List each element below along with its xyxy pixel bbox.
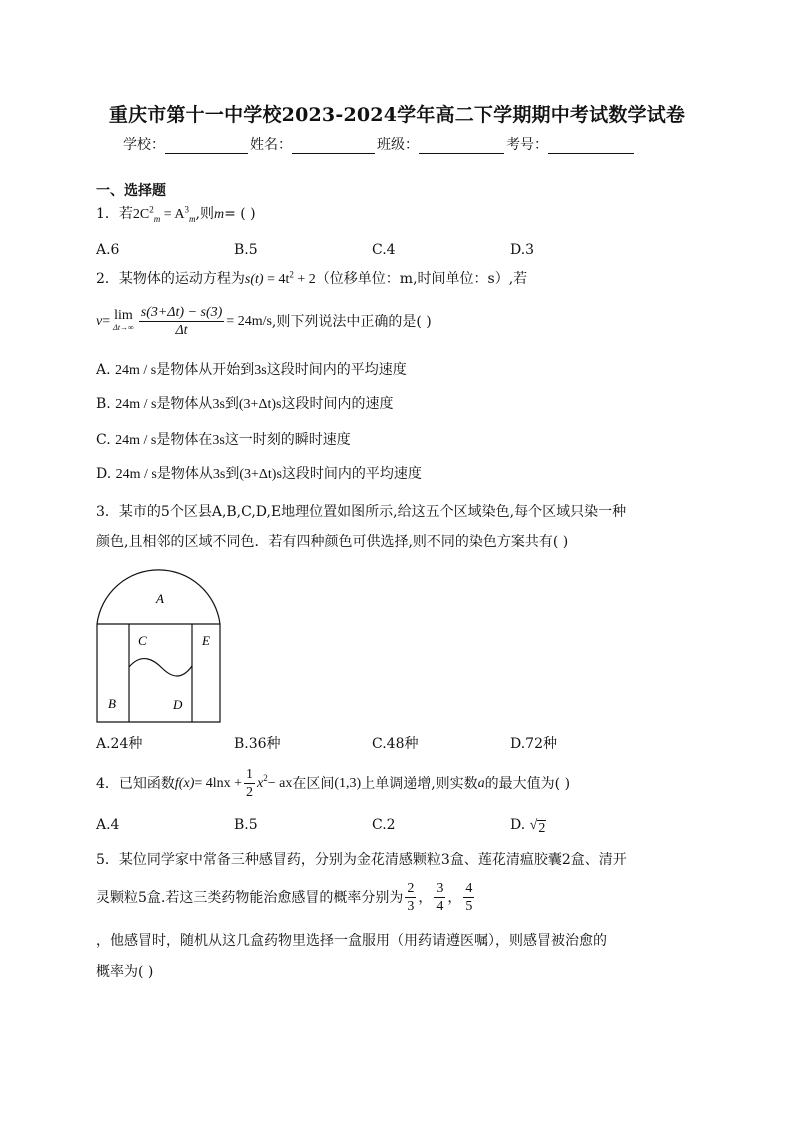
option-label: C. [96, 432, 116, 448]
class-label: 班级： [377, 137, 419, 153]
q4-text: 在区间 [292, 775, 335, 792]
question-number: 5． [96, 852, 119, 868]
exam-no-blank [548, 139, 634, 154]
q1-text: ,则 [195, 206, 214, 222]
option-text: 是物体从 [156, 466, 213, 482]
eq-sup: 2 [289, 269, 294, 280]
combination-sub: m [153, 213, 161, 224]
option-3s: 3s [254, 363, 267, 378]
option-3s: 3s [212, 433, 225, 448]
fraction-numerator: s(3+Δt) − s(3) [140, 305, 223, 320]
arrangement-sub: m [189, 213, 196, 224]
option-label: D. [510, 817, 530, 833]
q4-text: 的最大值为( ) [484, 775, 571, 792]
q2-option-b[interactable] [96, 394, 393, 415]
option-value: 24m / s [115, 397, 157, 412]
region-label-a: A [156, 591, 164, 606]
combination-sup: 2 [149, 204, 154, 215]
eq-plus: + 2 [293, 272, 316, 287]
q2-option-c[interactable] [96, 430, 351, 451]
region-map-figure [96, 562, 222, 724]
q4-option-a[interactable]: A.4 [96, 817, 120, 833]
question-3 [96, 502, 626, 522]
q3-line-2: 颜色,且相邻的区域不同色．若有四种颜色可供选择,则不同的染色方案共有( ) [96, 534, 569, 550]
option-text: 这段时间内的平均速度 [266, 362, 407, 378]
region-label-c: C [138, 633, 147, 648]
fraction-numerator: 3 [436, 881, 444, 896]
variable-m: m [213, 207, 225, 222]
name-label: 姓名： [250, 137, 292, 153]
q4-text: 上单调递增,则实数 [361, 775, 478, 792]
q2-text: ,则下列说法中正确的是( ) [271, 313, 432, 330]
question-2 [96, 269, 527, 290]
q4-option-d[interactable] [510, 815, 546, 836]
question-number: 4． [96, 775, 119, 792]
q1-option-d[interactable]: D.3 [510, 242, 535, 258]
option-label: B. [96, 396, 116, 412]
fraction-numerator: 1 [246, 767, 254, 782]
option-text: 这段时间内的速度 [281, 396, 394, 412]
limit-operator [113, 307, 134, 334]
probability-3 [463, 880, 474, 915]
option-interval: (3+Δt)s [238, 397, 282, 412]
q1-option-a[interactable]: A.6 [96, 242, 120, 258]
fraction-denominator: 4 [436, 899, 444, 914]
q4-option-b[interactable]: B.5 [234, 817, 258, 833]
exam-no-label: 考号： [506, 137, 548, 153]
option-value: 24m / s [115, 363, 157, 378]
name-blank [292, 139, 375, 154]
option-text: 是物体从开始到 [156, 362, 255, 378]
q2-limit-line [96, 304, 432, 339]
fraction-denominator: 5 [465, 899, 473, 914]
q2-text: （位移单位：m,时间单位：s）,若 [315, 271, 528, 287]
sqrt-sign: √ [529, 818, 538, 833]
rhs-value: = 24m/s [226, 313, 272, 329]
option-text: 是物体在 [156, 432, 213, 448]
lim-sub: Δt→∞ [113, 322, 134, 332]
separator: ， [418, 889, 433, 906]
option-text: 这一时刻的瞬时速度 [224, 432, 351, 448]
question-number: 3． [96, 504, 119, 520]
q4-option-c[interactable]: C.2 [372, 817, 396, 833]
option-text: 到 [224, 396, 239, 412]
region-label-e: E [202, 633, 210, 648]
q5-line-4: 概率为( ) [96, 964, 154, 980]
combination-symbol: 2C [132, 207, 150, 222]
velocity-v: v [96, 313, 103, 329]
interval: (1,3) [334, 775, 362, 791]
school-label: 学校： [123, 137, 165, 153]
fraction-numerator: 4 [465, 881, 473, 896]
q2-text: 某物体的运动方程为 [118, 271, 245, 287]
option-text: 是物体从 [156, 396, 213, 412]
arrangement-sup: 3 [184, 204, 189, 215]
variable-a: a [477, 775, 485, 791]
question-number: 2． [96, 271, 119, 287]
radicand: 2 [538, 821, 546, 836]
option-value: 24m / s [115, 433, 157, 448]
q1-answer-blank: = ( ) [224, 206, 256, 222]
q4-text: 已知函数 [118, 775, 175, 792]
region-label-d: D [173, 697, 183, 712]
q5-line-3: ，他感冒时，随机从这几盒药物里选择一盒服用（用药请遵医嘱），则感冒被治愈的 [96, 933, 607, 949]
x-squared: x [257, 775, 264, 791]
region-label-b: B [108, 696, 116, 711]
student-info-row [123, 134, 636, 154]
option-label: D. [96, 466, 116, 482]
q5-line-1: 某位同学家中常备三种感冒药，分别为金花清感颗粒3盒、莲花清瘟胶囊2盒、清开 [118, 852, 627, 868]
s-of-t: s(t) [244, 272, 264, 287]
q1-option-c[interactable]: C.4 [372, 242, 396, 258]
fraction-denominator: 3 [407, 899, 415, 914]
option-text: 这段时间内的平均速度 [281, 466, 422, 482]
page-title: 重庆市第十一中学校2023-2024学年高二下学期期中考试数学试卷 [108, 104, 686, 126]
option-text: 到 [225, 466, 240, 482]
option-interval: (3+Δt)s [239, 467, 282, 482]
difference-quotient [139, 304, 225, 339]
eq-rhs: = 4t [263, 272, 290, 287]
one-half [244, 766, 255, 801]
q5-line-2 [96, 880, 476, 915]
option-3s: 3s [212, 467, 226, 482]
question-5 [96, 850, 627, 870]
sqrt-two [530, 816, 547, 836]
arrangement-symbol: = A [160, 207, 185, 222]
section-heading: 一、选择题 [96, 183, 166, 199]
equals: = [102, 313, 111, 329]
q5-text: 灵颗粒5盒.若这三类药物能治愈感冒的概率分别为 [96, 889, 404, 906]
q1-text: 若 [118, 206, 133, 222]
fraction-denominator: Δt [175, 323, 188, 338]
lim-text: lim [114, 307, 133, 323]
q3-option-b[interactable]: B.36种 [234, 736, 281, 752]
q2-equation [244, 269, 316, 287]
q3-line-1: 某市的5个区县A,B,C,D,E地理位置如图所示,给这五个区域染色,每个区域只染一种 [118, 504, 627, 520]
option-label: A. [96, 362, 116, 378]
q1-formula [132, 204, 196, 224]
question-4: 4． 已知函数 f(x) = 4lnx + $\frac{1}{2}$ x $^2$ − ax 在区间 (1,3) 上单调递增,则实数 a 的最大值为( ) [96, 767, 571, 800]
q2-option-d[interactable] [96, 464, 422, 485]
fraction-numerator: 2 [407, 881, 415, 896]
q3-option-a[interactable]: A.24种 [96, 736, 143, 752]
school-blank [165, 139, 248, 154]
question-number: 1． [96, 206, 119, 222]
function-f: f(x) [174, 775, 195, 791]
function-rhs: = 4lnx + [194, 775, 243, 791]
q3-option-c[interactable]: C.48种 [372, 736, 419, 752]
q3-option-d[interactable]: D.72种 [510, 736, 557, 752]
probability-1 [405, 880, 416, 915]
option-value: 24m / s [115, 467, 157, 482]
probability-2 [434, 880, 445, 915]
option-3s: 3s [212, 397, 225, 412]
class-blank [419, 139, 504, 154]
question-1 [96, 204, 256, 225]
minus-ax: − ax [267, 775, 293, 791]
fraction-denominator: 2 [246, 785, 254, 800]
q2-option-a[interactable] [96, 360, 407, 381]
map-divider-curve [129, 659, 192, 676]
q1-option-b[interactable]: B.5 [234, 242, 258, 258]
separator: ， [447, 889, 462, 906]
